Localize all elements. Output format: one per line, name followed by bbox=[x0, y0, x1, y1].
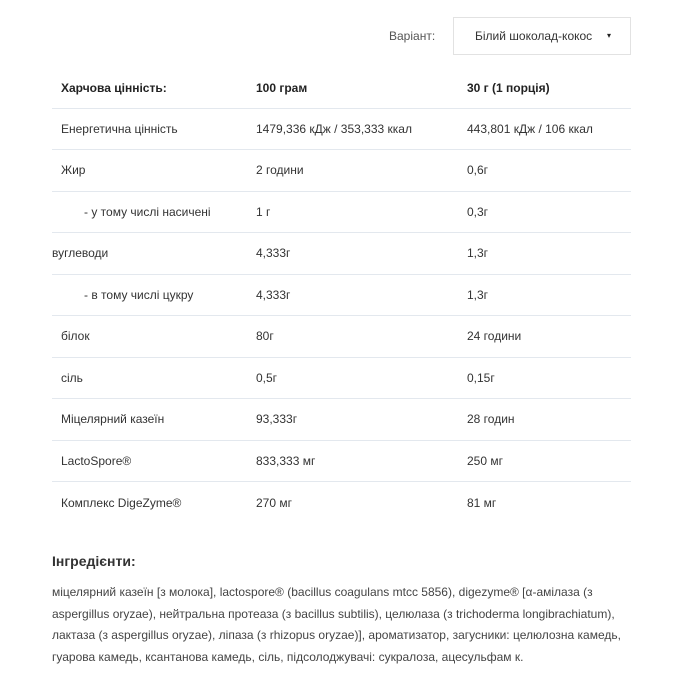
value-per-serving: 250 мг bbox=[467, 440, 631, 482]
value-per-100g: 1479,336 кДж / 353,333 ккал bbox=[256, 108, 467, 150]
header-per-100g: 100 грам bbox=[256, 68, 467, 108]
value-per-100g: 93,333г bbox=[256, 399, 467, 441]
header-nutrition: Харчова цінність: bbox=[52, 68, 256, 108]
value-per-serving: 1,3г bbox=[467, 233, 631, 275]
table-row bbox=[52, 440, 631, 482]
value-per-serving: 0,6г bbox=[467, 150, 631, 192]
value-per-100g: 80г bbox=[256, 316, 467, 358]
value-per-serving: 28 годин bbox=[467, 399, 631, 441]
table-row bbox=[52, 482, 631, 524]
table-row bbox=[52, 191, 631, 233]
header-per-serving: 30 г (1 порція) bbox=[467, 68, 631, 108]
variant-label: Варіант: bbox=[389, 29, 436, 43]
value-per-serving: 0,15г bbox=[467, 357, 631, 399]
value-per-serving: 81 мг bbox=[467, 495, 497, 510]
nutrient-name: - у тому числі насичені bbox=[52, 191, 256, 233]
value-per-100g: 833,333 мг bbox=[256, 440, 467, 482]
value-per-serving: 1,3г bbox=[467, 274, 631, 316]
value-per-serving: 24 години bbox=[467, 316, 631, 358]
nutrient-name: Енергетична цінність bbox=[52, 108, 256, 150]
value-per-100g: 0,5г bbox=[256, 357, 467, 399]
variant-select[interactable] bbox=[453, 17, 631, 55]
nutrient-name: Міцелярний казеїн bbox=[52, 399, 256, 441]
value-per-100g: 4,333г bbox=[256, 274, 467, 316]
variant-selected-value: Білий шоколад-кокос bbox=[475, 29, 593, 43]
ingredients-text: міцелярний казеїн [з молока], lactospore® (bacillus coagulans mtcc 5856), digezyme® [α-амілаза (з aspergillus oryzae), нейтральна протеаза (з bacillus subtilis), целюлаза (з trichoderma longibrachiatum), лактаза (з aspergillus oryzae), ліпаза (з rhizopus oryzae)], ароматизатор, загусники: целюлозна камедь, гуарова камедь, ксантанова камедь, сіль, підсолоджувачі: сукралоза, ацесульфам к. bbox=[52, 585, 621, 664]
nutrient-name: Комплекс DigeZyme® bbox=[61, 495, 182, 510]
table-row bbox=[52, 357, 631, 399]
nutrient-name: вуглеводи bbox=[52, 233, 256, 275]
value-per-100g: 1 г bbox=[256, 191, 467, 233]
nutrient-name: LactoSpore® bbox=[52, 440, 256, 482]
nutrient-name: сіль bbox=[52, 357, 256, 399]
table-row bbox=[52, 274, 631, 316]
table-header-row bbox=[52, 68, 631, 108]
ingredients-title: Інгредієнти: bbox=[52, 553, 136, 569]
value-per-100g: 270 мг bbox=[256, 495, 292, 510]
value-per-100g: 4,333г bbox=[256, 233, 467, 275]
caret-down-icon: ▾ bbox=[607, 31, 612, 40]
table-row bbox=[52, 150, 631, 192]
value-per-serving: 0,3г bbox=[467, 191, 631, 233]
nutrient-name: - в тому числі цукру bbox=[52, 274, 256, 316]
table-row bbox=[52, 233, 631, 275]
nutrient-name: Жир bbox=[52, 150, 256, 192]
table-row bbox=[52, 316, 631, 358]
variant-row bbox=[0, 17, 700, 55]
nutrient-name: білок bbox=[52, 316, 256, 358]
value-per-serving: 443,801 кДж / 106 ккал bbox=[467, 108, 631, 150]
value-per-100g: 2 години bbox=[256, 150, 467, 192]
table-row bbox=[52, 108, 631, 150]
table-row bbox=[52, 399, 631, 441]
nutrition-table bbox=[52, 68, 631, 523]
